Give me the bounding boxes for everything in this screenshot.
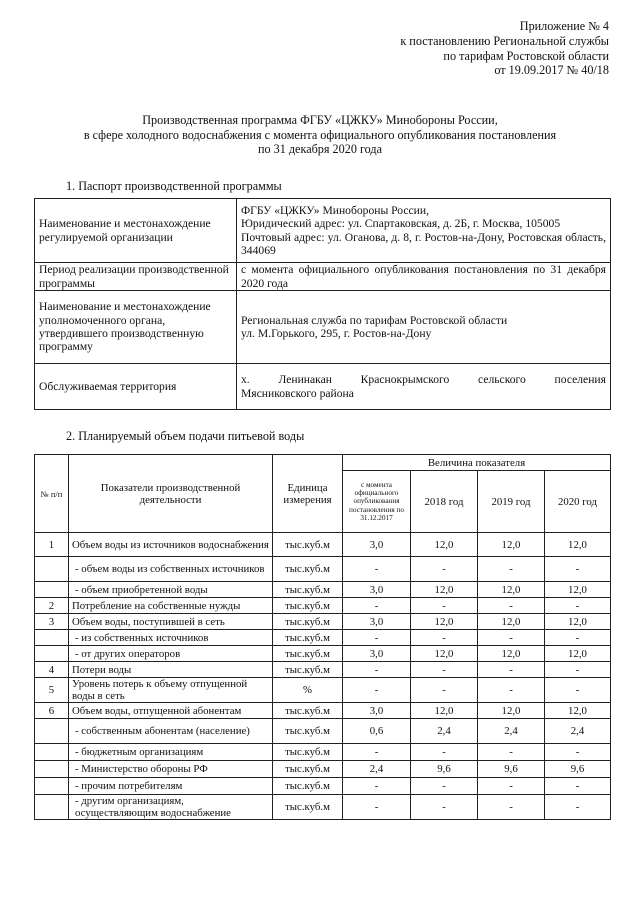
row-unit: % xyxy=(273,678,343,703)
row-value-2019: 12,0 xyxy=(478,646,545,662)
row-value-2019: 2,4 xyxy=(478,719,545,744)
value-line xyxy=(241,373,606,386)
passport-value xyxy=(237,291,611,364)
plan-row xyxy=(35,744,611,761)
row-value-2020: - xyxy=(545,598,611,614)
row-unit: тыс.куб.м xyxy=(273,557,343,582)
row-value-2018: 2,4 xyxy=(411,719,478,744)
row-num xyxy=(35,582,69,598)
row-value-2020: - xyxy=(545,630,611,646)
row-value-2019: - xyxy=(478,678,545,703)
row-num: 4 xyxy=(35,662,69,678)
appendix-line: по тарифам Ростовской области xyxy=(443,48,609,63)
header-value-group: Величина показателя xyxy=(343,455,611,471)
row-unit: тыс.куб.м xyxy=(273,795,343,820)
row-value-period0: - xyxy=(343,795,411,820)
appendix-line: к постановлению Региональной службы xyxy=(400,33,609,48)
row-value-2018: 12,0 xyxy=(411,582,478,598)
row-num: 2 xyxy=(35,598,69,614)
value-line: Почтовый адрес: ул. Оганова, д. 8, г. Ростов-на-Дону, Ростовская область, 344069 xyxy=(241,230,606,257)
row-value-2020: - xyxy=(545,662,611,678)
row-indicator: - другим организациям, осуществляющим водоснабжение xyxy=(69,795,273,820)
row-indicator: - от других операторов xyxy=(69,646,273,662)
row-indicator: - бюджетным организациям xyxy=(69,744,273,761)
value-line: ул. М.Горького, 295, г. Ростов-на-Дону xyxy=(241,327,432,340)
plan-row xyxy=(35,582,611,598)
appendix-line: от 19.09.2017 № 40/18 xyxy=(494,63,609,78)
row-value-2020: - xyxy=(545,678,611,703)
row-num xyxy=(35,761,69,778)
value-word: Краснокрымского xyxy=(360,373,450,387)
passport-table xyxy=(34,198,611,410)
row-unit: тыс.куб.м xyxy=(273,778,343,795)
row-value-2020: 12,0 xyxy=(545,533,611,557)
passport-value xyxy=(237,364,611,410)
plan-row xyxy=(35,761,611,778)
row-value-2020: 9,6 xyxy=(545,761,611,778)
row-value-2020: - xyxy=(545,795,611,820)
value-word: х. xyxy=(241,373,250,387)
row-num: 3 xyxy=(35,614,69,630)
plan-row xyxy=(35,533,611,557)
row-indicator: Потребление на собственные нужды xyxy=(69,598,273,614)
row-unit: тыс.куб.м xyxy=(273,614,343,630)
passport-row xyxy=(35,199,611,263)
passport-row xyxy=(35,263,611,291)
plan-row xyxy=(35,614,611,630)
row-value-2019: 12,0 xyxy=(478,703,545,719)
row-unit: тыс.куб.м xyxy=(273,719,343,744)
section1-heading: 1. Паспорт производственной программы xyxy=(66,179,282,193)
row-unit: тыс.куб.м xyxy=(273,646,343,662)
row-value-2018: - xyxy=(411,744,478,761)
value-line: Региональная служба по тарифам Ростовской области xyxy=(241,313,508,327)
row-value-2018: - xyxy=(411,662,478,678)
row-value-2020: - xyxy=(545,744,611,761)
row-value-period0: - xyxy=(343,778,411,795)
row-value-period0: 2,4 xyxy=(343,761,411,778)
row-value-2019: 9,6 xyxy=(478,761,545,778)
passport-label: Обслуживаемая территория xyxy=(35,364,237,410)
plan-row xyxy=(35,778,611,795)
passport-label: Наименование и местонахождение уполномоченного органа, утвердившего производственную программу xyxy=(35,291,237,364)
plan-row xyxy=(35,598,611,614)
row-value-period0: 3,0 xyxy=(343,703,411,719)
plan-row xyxy=(35,703,611,719)
row-value-2019: - xyxy=(478,744,545,761)
row-num xyxy=(35,795,69,820)
row-indicator: Объем воды из источников водоснабжения xyxy=(69,533,273,557)
row-value-period0: 3,0 xyxy=(343,646,411,662)
row-value-2018: - xyxy=(411,678,478,703)
row-num: 1 xyxy=(35,533,69,557)
row-num xyxy=(35,744,69,761)
value-word: сельского xyxy=(478,373,526,387)
value-line: ФГБУ «ЦЖКУ» Минобороны России, xyxy=(241,203,429,217)
row-value-2019: - xyxy=(478,630,545,646)
plan-row xyxy=(35,678,611,703)
plan-table xyxy=(34,454,611,820)
row-indicator: Объем воды, отпущенной абонентам xyxy=(69,703,273,719)
row-value-2019: - xyxy=(478,778,545,795)
header-2018: 2018 год xyxy=(411,471,478,533)
header-2020: 2020 год xyxy=(545,471,611,533)
row-indicator: - из собственных источников xyxy=(69,630,273,646)
row-value-2018: - xyxy=(411,557,478,582)
row-num xyxy=(35,778,69,795)
row-indicator: - объем воды из собственных источников xyxy=(69,557,273,582)
row-indicator: - собственным абонентам (население) xyxy=(69,719,273,744)
row-value-period0: 3,0 xyxy=(343,533,411,557)
row-value-period0: 0,6 xyxy=(343,719,411,744)
plan-header-row xyxy=(35,455,611,471)
row-value-period0: 3,0 xyxy=(343,582,411,598)
passport-row xyxy=(35,291,611,364)
row-value-2019: - xyxy=(478,598,545,614)
row-value-2018: 9,6 xyxy=(411,761,478,778)
row-value-2019: 12,0 xyxy=(478,582,545,598)
row-value-2018: 12,0 xyxy=(411,533,478,557)
row-unit: тыс.куб.м xyxy=(273,630,343,646)
row-num xyxy=(35,646,69,662)
section2-heading: 2. Планируемый объем подачи питьевой воды xyxy=(66,429,305,443)
passport-label: Наименование и местонахождение регулируемой организации xyxy=(35,199,237,263)
value-line: Мясниковского района xyxy=(241,386,354,400)
header-num: № п/п xyxy=(35,455,69,533)
row-indicator: - Министерство обороны РФ xyxy=(69,761,273,778)
row-value-period0: 3,0 xyxy=(343,614,411,630)
row-value-period0: - xyxy=(343,557,411,582)
appendix-line: Приложение № 4 xyxy=(519,19,609,33)
row-value-2019: - xyxy=(478,557,545,582)
plan-row xyxy=(35,557,611,582)
row-value-2020: - xyxy=(545,778,611,795)
row-unit: тыс.куб.м xyxy=(273,582,343,598)
row-indicator: Потери воды xyxy=(69,662,273,678)
row-value-2018: - xyxy=(411,630,478,646)
row-value-2020: 2,4 xyxy=(545,719,611,744)
row-value-2018: - xyxy=(411,778,478,795)
row-num xyxy=(35,557,69,582)
passport-label: Период реализации производственной программы xyxy=(35,263,237,291)
passport-value: с момента официального опубликования постановления по 31 декабря 2020 года xyxy=(237,263,611,291)
row-value-2018: - xyxy=(411,598,478,614)
row-value-2020: 12,0 xyxy=(545,703,611,719)
row-value-period0: - xyxy=(343,598,411,614)
row-indicator: Объем воды, поступившей в сеть xyxy=(69,614,273,630)
value-word: поселения xyxy=(554,373,606,387)
value-word: Ленинакан xyxy=(278,373,332,387)
row-value-2018: 12,0 xyxy=(411,646,478,662)
row-indicator: Уровень потерь к объему отпущенной воды в сеть xyxy=(69,678,273,703)
row-value-2018: 12,0 xyxy=(411,614,478,630)
row-value-2019: - xyxy=(478,662,545,678)
row-value-period0: - xyxy=(343,678,411,703)
row-value-2020: 12,0 xyxy=(545,646,611,662)
row-value-2020: 12,0 xyxy=(545,614,611,630)
row-unit: тыс.куб.м xyxy=(273,761,343,778)
row-value-2020: - xyxy=(545,557,611,582)
row-unit: тыс.куб.м xyxy=(273,598,343,614)
row-value-2020: 12,0 xyxy=(545,582,611,598)
row-value-2019: 12,0 xyxy=(478,533,545,557)
row-indicator: - объем приобретенной воды xyxy=(69,582,273,598)
header-unit: Единица измерения xyxy=(273,455,343,533)
plan-body xyxy=(35,533,611,820)
value-line: Юридический адрес: ул. Спартаковская, д. 2Б, г. Москва, 105005 xyxy=(241,217,561,231)
row-unit: тыс.куб.м xyxy=(273,533,343,557)
passport-value xyxy=(237,199,611,263)
row-value-2019: - xyxy=(478,795,545,820)
row-num xyxy=(35,630,69,646)
row-value-2018: 12,0 xyxy=(411,703,478,719)
row-value-2018: - xyxy=(411,795,478,820)
row-value-period0: - xyxy=(343,744,411,761)
row-num xyxy=(35,719,69,744)
passport-row xyxy=(35,364,611,410)
document-title xyxy=(0,113,640,157)
row-unit: тыс.куб.м xyxy=(273,662,343,678)
row-unit: тыс.куб.м xyxy=(273,744,343,761)
header-indicator: Показатели производственной деятельности xyxy=(69,455,273,533)
plan-row xyxy=(35,795,611,820)
plan-row xyxy=(35,662,611,678)
title-line: по 31 декабря 2020 года xyxy=(257,142,383,157)
plan-row xyxy=(35,719,611,744)
row-value-period0: - xyxy=(343,662,411,678)
row-value-2019: 12,0 xyxy=(478,614,545,630)
row-num: 6 xyxy=(35,703,69,719)
title-line: в сфере холодного водоснабжения с момента официального опубликования постановления xyxy=(83,127,557,142)
title-line: Производственная программа ФГБУ «ЦЖКУ» Минобороны России, xyxy=(142,113,498,127)
row-value-period0: - xyxy=(343,630,411,646)
header-2019: 2019 год xyxy=(478,471,545,533)
plan-row xyxy=(35,630,611,646)
row-unit: тыс.куб.м xyxy=(273,703,343,719)
row-indicator: - прочим потребителям xyxy=(69,778,273,795)
plan-row xyxy=(35,646,611,662)
appendix-block xyxy=(400,19,609,78)
row-num: 5 xyxy=(35,678,69,703)
header-period0: с момента официального опубликования постановления по 31.12.2017 xyxy=(343,471,411,533)
